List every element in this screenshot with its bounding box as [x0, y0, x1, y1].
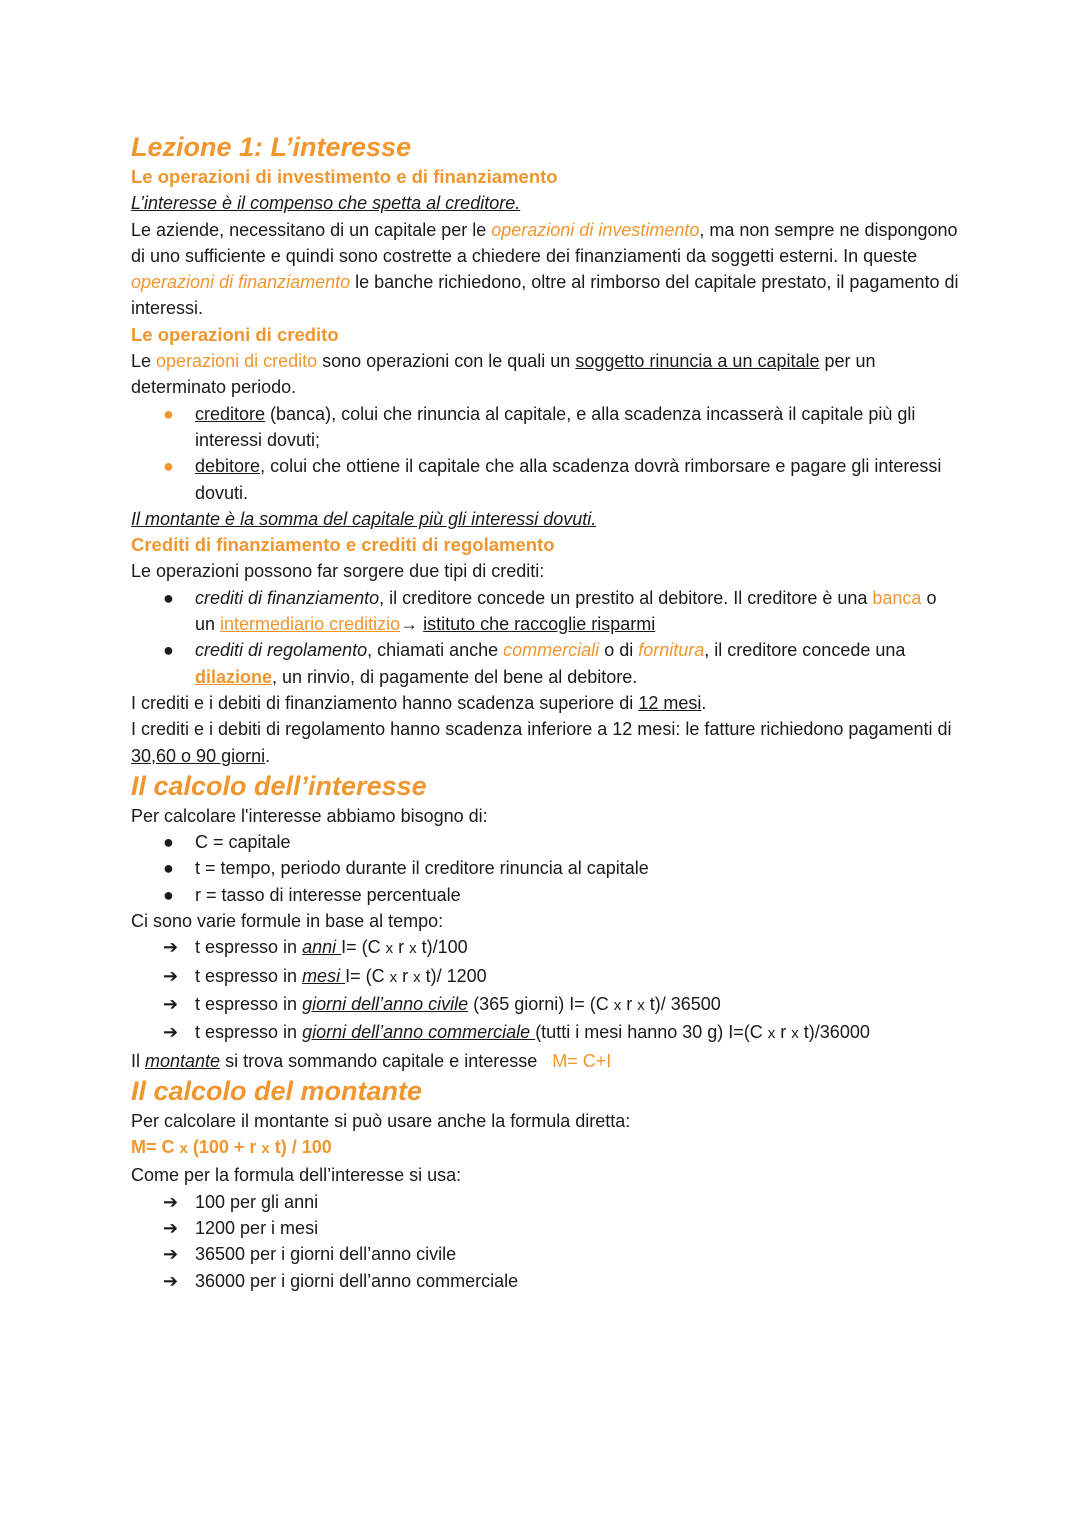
- arrow-icon: ➔: [163, 937, 179, 958]
- term-crediti-finanziamento: crediti di finanziamento: [195, 587, 380, 608]
- divisor-mesi: 1200 per i mesi: [195, 1217, 319, 1238]
- text-run: (banca), colui che rinuncia al capitale, e alla scadenza incasserà il capitale più gli interessi dovuti;: [195, 403, 916, 450]
- formula-mesi: [131, 963, 961, 991]
- crediti-intro: Le operazioni possono far sorgere due tipi di crediti:: [131, 561, 545, 582]
- underline-anni: anni: [302, 937, 342, 958]
- bullet-icon: ●: [163, 858, 174, 879]
- text-run: t espresso in: [195, 1022, 303, 1043]
- interest-definition-text: L’interesse è il compenso che spetta al creditore.: [131, 193, 521, 214]
- text-run: t)/100: [416, 937, 468, 958]
- text-run: Il: [131, 1050, 146, 1071]
- text-run: , il creditore concede un prestito al debitore. Il creditore è una: [379, 587, 873, 608]
- text-run: t)/ 36500: [644, 993, 721, 1014]
- credit-roles-list: [131, 401, 961, 506]
- list-item-creditore: [131, 401, 961, 454]
- formula-montante-diretta: [131, 1134, 961, 1162]
- montante-line: [131, 1048, 961, 1074]
- highlight-operazioni-credito: operazioni di credito: [156, 351, 318, 372]
- arrow-icon: ➔: [163, 965, 179, 986]
- paragraph-aziende: [131, 217, 961, 322]
- list-item-finanziamento: [131, 585, 961, 638]
- arrow-icon: →: [400, 614, 424, 635]
- bullet-icon: ●: [163, 403, 174, 424]
- section-heading-credito: Le operazioni di credito: [131, 323, 339, 345]
- section-heading-calcolo-interesse: Il calcolo dell’interesse: [131, 770, 427, 801]
- section-heading-investimento: Le operazioni di investimento e di finanziamento: [131, 166, 558, 187]
- text-run: .: [701, 692, 707, 713]
- arrow-icon: ➔: [163, 1217, 179, 1238]
- highlight-intermediario: intermediario creditizio: [220, 614, 401, 635]
- highlight-investimento: operazioni di investimento: [491, 219, 700, 240]
- section-heading-crediti: Crediti di finanziamento e crediti di regolamento: [131, 534, 555, 556]
- text-run: t espresso in: [195, 937, 303, 958]
- montante-definition-text: Il montante è la somma del capitale più gli interessi dovuti.: [131, 508, 597, 529]
- montante-intro: Per calcolare il montante si può usare anche la formula diretta:: [131, 1110, 631, 1131]
- bullet-icon: ●: [163, 832, 174, 853]
- text-run: si trova sommando capitale e interesse: [220, 1050, 553, 1071]
- times-sign: x: [637, 996, 645, 1014]
- text-run: le banche richiedono, oltre al rimborso del capitale prestato, il pagamento di interessi.: [131, 272, 959, 319]
- text-run: per un determinato periodo.: [131, 351, 876, 398]
- list-item: [131, 829, 961, 855]
- credit-types-list: [131, 585, 961, 690]
- arrow-icon: ➔: [163, 1022, 179, 1043]
- formulas-intro: Ci sono varie formule in base al tempo:: [131, 911, 444, 932]
- term-crediti-regolamento: crediti di regolamento: [195, 640, 368, 661]
- line-scadenza-regolamento: [131, 716, 961, 769]
- formula-anno-civile: [131, 991, 961, 1019]
- text-run: I crediti e i debiti di regolamento hanno scadenza inferiore a 12 mesi: le fatture richiedono pagamenti di: [131, 719, 952, 740]
- text-run: , chiamati anche: [367, 640, 504, 661]
- arrow-icon: ➔: [163, 1270, 179, 1291]
- text-run: .: [265, 745, 271, 766]
- text-run: sono operazioni con le quali un: [317, 351, 576, 372]
- paragraph-credito: [131, 348, 961, 401]
- text-run: I= (C: [341, 937, 386, 958]
- bullet-icon: ●: [163, 884, 174, 905]
- times-sign: x: [409, 940, 417, 958]
- term-debitore: debitore: [195, 456, 261, 477]
- text-run: , un rinvio, di pagamente del bene al debitore.: [272, 666, 638, 687]
- list-item: [131, 1268, 961, 1294]
- text-run: o di: [599, 640, 639, 661]
- highlight-commerciali: commerciali: [503, 640, 600, 661]
- formulas-list: [131, 934, 961, 1047]
- text-run: o un: [195, 587, 937, 635]
- underline-istituto: istituto che raccoglie risparmi: [423, 614, 656, 635]
- times-sign: x: [179, 1140, 188, 1158]
- line-scadenza-finanziamento: [131, 690, 961, 716]
- text-run: , colui che ottiene il capitale che alla scadenza dovrà rimborsare e pagare gli interessi dovuti.: [195, 456, 942, 503]
- text-run: r: [775, 1022, 792, 1043]
- text-run: r: [397, 965, 414, 986]
- text-run: Le: [131, 351, 157, 372]
- underline-anno-commerciale: giorni dell’anno commerciale: [302, 1022, 536, 1043]
- text-run: (365 giorni) I= (C: [468, 993, 614, 1014]
- underline-12-mesi: 12 mesi: [638, 692, 702, 713]
- divisor-anno-civile: 36500 per i giorni dell’anno civile: [195, 1244, 457, 1265]
- interest-definition: [131, 190, 961, 216]
- text-run: t espresso in: [195, 993, 303, 1014]
- variables-list: [131, 829, 961, 908]
- list-item: [131, 1241, 961, 1267]
- text-run: I= (C: [345, 965, 390, 986]
- times-sign: x: [413, 968, 421, 986]
- variable-tempo: t = tempo, periodo durante il creditore rinuncia al capitale: [195, 858, 649, 879]
- times-sign: x: [791, 1025, 799, 1043]
- highlight-fornitura: fornitura: [638, 640, 705, 661]
- text-run: , il creditore concede una: [704, 640, 906, 661]
- formula-anno-commerciale: [131, 1019, 961, 1047]
- list-item: [131, 855, 961, 881]
- text-run: , ma non sempre ne dispongono di uno sufficiente e quindi sono costrette a chiedere dei finanziamenti da soggetti esterni. In queste: [131, 219, 958, 266]
- list-item-debitore: [131, 453, 961, 506]
- text-run: I crediti e i debiti di finanziamento hanno scadenza superiore di: [131, 692, 639, 713]
- document-page: [131, 130, 961, 1294]
- text-run: (100 + r: [187, 1137, 262, 1158]
- list-item: [131, 1215, 961, 1241]
- list-item-regolamento: [131, 637, 961, 690]
- times-sign: x: [385, 940, 394, 958]
- underline-mesi: mesi: [302, 965, 346, 986]
- times-sign: x: [261, 1140, 270, 1158]
- underline-anno-civile: giorni dell’anno civile: [302, 993, 469, 1014]
- times-sign: x: [613, 996, 622, 1014]
- divisor-anno-commerciale: 36000 per i giorni dell’anno commerciale: [195, 1270, 519, 1291]
- bullet-icon: ●: [163, 587, 174, 608]
- section-heading-calcolo-montante: Il calcolo del montante: [131, 1075, 423, 1106]
- term-creditore: creditore: [195, 403, 266, 424]
- list-item: [131, 1189, 961, 1215]
- text-run: M= C: [131, 1137, 180, 1158]
- divisor-anni: 100 per gli anni: [195, 1191, 319, 1212]
- highlight-dilazione: dilazione: [195, 666, 273, 687]
- underline-giorni: 30,60 o 90 giorni: [131, 745, 266, 766]
- bullet-icon: ●: [163, 456, 174, 477]
- times-sign: x: [767, 1025, 776, 1043]
- text-run: Le aziende, necessitano di un capitale per le: [131, 219, 492, 240]
- underline-soggetto: soggetto rinuncia a un capitale: [575, 351, 820, 372]
- variable-tasso: r = tasso di interesse percentuale: [195, 884, 461, 905]
- formula-montante-simple: M= C+I: [552, 1050, 612, 1071]
- formula-anni: [131, 934, 961, 962]
- arrow-icon: ➔: [163, 1191, 179, 1212]
- text-run: (tutti i mesi hanno 30 g) I=(C: [535, 1022, 768, 1043]
- arrow-icon: ➔: [163, 993, 179, 1014]
- text-run: r: [621, 993, 638, 1014]
- interesse-intro: Per calcolare l'interesse abbiamo bisogno di:: [131, 805, 488, 826]
- list-item: [131, 882, 961, 908]
- text-run: t) / 100: [269, 1137, 332, 1158]
- bullet-icon: ●: [163, 640, 174, 661]
- text-run: r: [393, 937, 410, 958]
- highlight-finanziamento: operazioni di finanziamento: [131, 272, 351, 293]
- text-run: t espresso in: [195, 965, 303, 986]
- montante-definition: [131, 506, 961, 532]
- variable-capitale: C = capitale: [195, 832, 291, 853]
- divisors-list: [131, 1189, 961, 1294]
- lesson-title: Lezione 1: L’interesse: [131, 132, 412, 162]
- times-sign: x: [389, 968, 398, 986]
- underline-montante: montante: [145, 1050, 221, 1071]
- highlight-banca: banca: [872, 587, 922, 608]
- usage-intro: Come per la formula dell’interesse si usa:: [131, 1165, 462, 1186]
- text-run: t)/ 1200: [420, 965, 487, 986]
- text-run: t)/36000: [798, 1022, 870, 1043]
- arrow-icon: ➔: [163, 1244, 179, 1265]
